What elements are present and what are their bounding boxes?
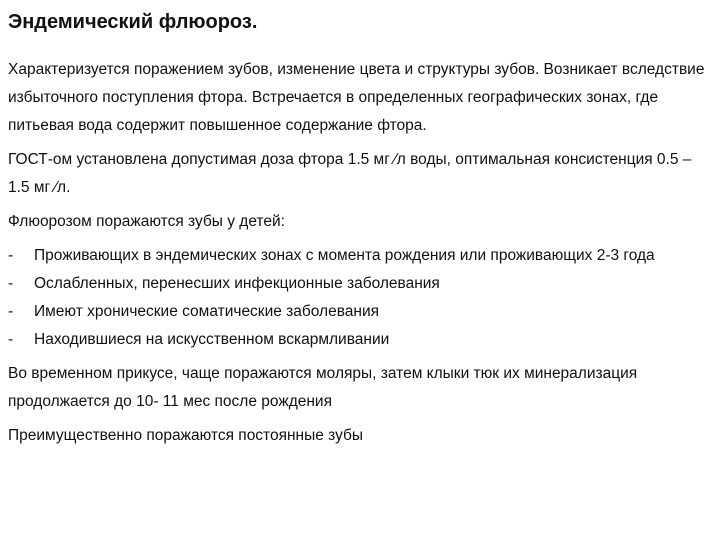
document-page [8,8,708,456]
list-item-text: Проживающих в эндемических зонах с момента рождения или проживающих 2-3 года [34,247,655,264]
list-item-text: Имеют хронические соматические заболевания [34,303,380,320]
list-marker: - [8,275,14,292]
paragraph-list-intro: Флюорозом поражаются зубы у детей: [8,213,285,230]
paragraph-temporary-bite: Во временном прикусе, чаще поражаются моляры, затем клыки тюк их минерализация продолжается до 10- 11 мес после рождения [8,365,638,410]
list-item [8,242,708,270]
list-item-text: Находившиеся на искусственном вскармливании [34,331,390,348]
paragraph-gost-dose: ГОСТ-ом установлена допустимая доза фтора 1.5 мг ⁄л воды, оптимальная консистенция 0.5 – 1.5 мг ⁄л. [8,151,692,196]
list-item [8,298,708,326]
list-marker: - [8,247,14,264]
list-item-text: Ослабленных, перенесших инфекционные заболевания [34,275,440,292]
list-item [8,270,708,298]
risk-groups-list [8,242,708,354]
list-marker: - [8,303,14,320]
list-item [8,326,708,354]
document-title: Эндемический флюороз. [8,11,258,33]
list-marker: - [8,331,14,348]
paragraph-description: Характеризуется поражением зубов, изменение цвета и структуры зубов. Возникает вследствие избыточного поступления фтора. Встречается в определенных географических зонах, где питьевая вода содержит повышенное содержание фтора. [8,61,705,134]
paragraph-permanent-teeth: Преимущественно поражаются постоянные зубы [8,427,364,444]
